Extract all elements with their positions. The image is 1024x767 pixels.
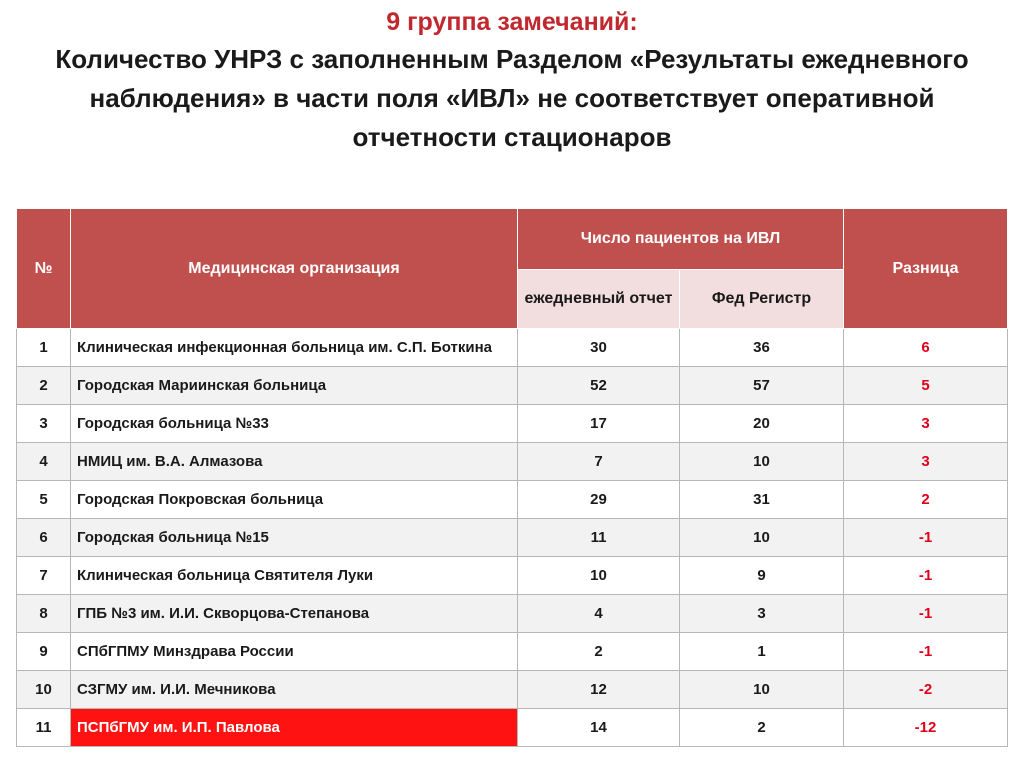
- row-fed-register: 3: [680, 595, 844, 633]
- row-difference: -12: [844, 709, 1008, 747]
- row-daily-report: 10: [518, 557, 680, 595]
- row-fed-register: 57: [680, 367, 844, 405]
- row-number: 11: [17, 709, 71, 747]
- row-daily-report: 52: [518, 367, 680, 405]
- row-daily-report: 14: [518, 709, 680, 747]
- header-ivl-patients: Число пациентов на ИВЛ: [518, 209, 844, 270]
- row-daily-report: 7: [518, 443, 680, 481]
- row-difference: -1: [844, 633, 1008, 671]
- table-body: [17, 329, 1008, 747]
- table-row: [17, 595, 1008, 633]
- table-row: [17, 519, 1008, 557]
- row-daily-report: 29: [518, 481, 680, 519]
- row-organization: Клиническая инфекционная больница им. С.П. Боткина: [71, 329, 518, 367]
- row-difference: 5: [844, 367, 1008, 405]
- row-difference: 3: [844, 443, 1008, 481]
- title-description: Количество УНРЗ с заполненным Разделом «Результаты ежедневного наблюдения» в части поля «ИВЛ» не соответствует оперативной отчетности стационаров: [55, 44, 969, 152]
- header-num: №: [17, 209, 71, 329]
- row-organization: СПбГПМУ Минздрава России: [71, 633, 518, 671]
- row-number: 2: [17, 367, 71, 405]
- row-difference: -1: [844, 557, 1008, 595]
- row-organization: Городская Мариинская больница: [71, 367, 518, 405]
- slide-title: [0, 4, 1024, 157]
- row-organization: Городская Покровская больница: [71, 481, 518, 519]
- row-number: 1: [17, 329, 71, 367]
- row-organization: Городская больница №33: [71, 405, 518, 443]
- row-difference: -1: [844, 595, 1008, 633]
- row-number: 7: [17, 557, 71, 595]
- row-number: 5: [17, 481, 71, 519]
- row-number: 9: [17, 633, 71, 671]
- header-fed-register: Фед Регистр: [680, 270, 844, 329]
- row-organization: Городская больница №15: [71, 519, 518, 557]
- row-organization: ПСПбГМУ им. И.П. Павлова: [71, 709, 518, 747]
- row-fed-register: 9: [680, 557, 844, 595]
- row-number: 4: [17, 443, 71, 481]
- row-organization: Клиническая больница Святителя Луки: [71, 557, 518, 595]
- header-daily-report: ежедневный отчет: [518, 270, 680, 329]
- table-row: [17, 633, 1008, 671]
- table-row: [17, 405, 1008, 443]
- ivl-comparison-table: [16, 208, 1008, 747]
- row-daily-report: 2: [518, 633, 680, 671]
- row-organization: СЗГМУ им. И.И. Мечникова: [71, 671, 518, 709]
- row-daily-report: 12: [518, 671, 680, 709]
- table-row: [17, 329, 1008, 367]
- row-difference: -1: [844, 519, 1008, 557]
- table-row: [17, 443, 1008, 481]
- row-fed-register: 10: [680, 671, 844, 709]
- row-fed-register: 2: [680, 709, 844, 747]
- table-row: [17, 557, 1008, 595]
- table-row: [17, 709, 1008, 747]
- row-daily-report: 4: [518, 595, 680, 633]
- row-fed-register: 20: [680, 405, 844, 443]
- row-number: 6: [17, 519, 71, 557]
- header-organization: Медицинская организация: [71, 209, 518, 329]
- row-difference: -2: [844, 671, 1008, 709]
- row-fed-register: 1: [680, 633, 844, 671]
- row-fed-register: 10: [680, 443, 844, 481]
- title-group-heading: 9 группа замечаний:: [386, 8, 638, 36]
- table-row: [17, 367, 1008, 405]
- row-number: 10: [17, 671, 71, 709]
- row-fed-register: 31: [680, 481, 844, 519]
- row-number: 3: [17, 405, 71, 443]
- row-difference: 6: [844, 329, 1008, 367]
- row-difference: 3: [844, 405, 1008, 443]
- row-daily-report: 30: [518, 329, 680, 367]
- row-daily-report: 17: [518, 405, 680, 443]
- header-difference: Разница: [844, 209, 1008, 329]
- table-row: [17, 481, 1008, 519]
- table-row: [17, 671, 1008, 709]
- row-fed-register: 10: [680, 519, 844, 557]
- row-organization: НМИЦ им. В.А. Алмазова: [71, 443, 518, 481]
- row-number: 8: [17, 595, 71, 633]
- row-difference: 2: [844, 481, 1008, 519]
- row-fed-register: 36: [680, 329, 844, 367]
- row-daily-report: 11: [518, 519, 680, 557]
- row-organization: ГПБ №3 им. И.И. Скворцова-Степанова: [71, 595, 518, 633]
